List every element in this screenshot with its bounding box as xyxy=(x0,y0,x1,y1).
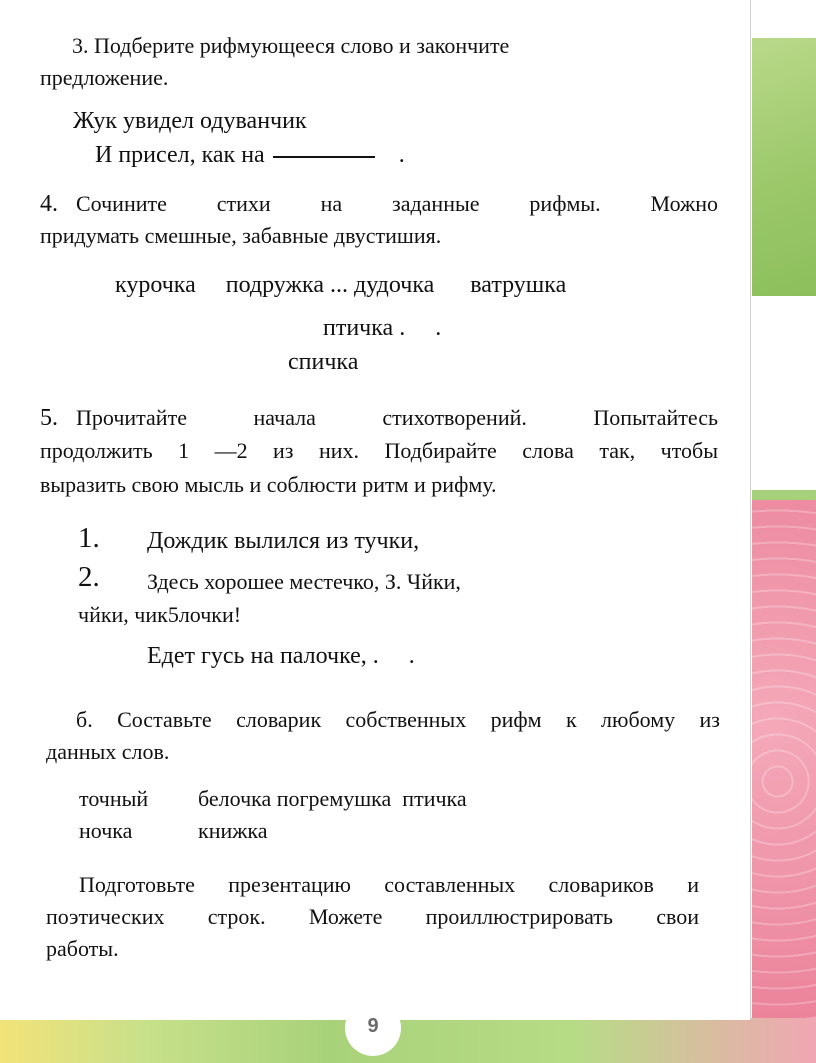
task4-number: 4. xyxy=(40,191,58,217)
words-row1-rest: белочка погремушка птичка xyxy=(198,786,467,811)
word-nochka: ночка xyxy=(79,818,133,843)
task3-line1: 3. Подберите рифмующееся слово и закончите xyxy=(72,33,510,58)
word-tochny: точный xyxy=(79,786,149,811)
decorative-pink-pattern xyxy=(752,500,816,1063)
task3-verse-line2 xyxy=(95,141,405,169)
closing-line3: работы. xyxy=(46,936,119,961)
task3-line2: предложение. xyxy=(40,65,169,90)
closing-line1: Подготовьте презентацию составленных словариков и xyxy=(79,872,699,897)
task4-line1-text: Сочините стихи на заданные рифмы. Можно xyxy=(76,191,718,216)
page-number: 9 xyxy=(345,1000,401,1056)
closing-line2: поэтических строк. Можете проиллюстрировать свои xyxy=(46,904,699,929)
task4-rhyme-row1: курочка подружка ... дудочка ватрушка xyxy=(115,272,567,298)
task5-item2-text: Здесь хорошее местечко, З. Чйки, xyxy=(147,569,461,594)
task5-line2: продолжить 1 —2 из них. Подбирайте слова так, чтобы xyxy=(40,438,718,463)
task3-verse-end: . xyxy=(398,142,405,168)
task5-item3-text: Едет гусь на палочке, . . xyxy=(147,643,415,669)
task5-item2-continuation: чйки, чик5лочки! xyxy=(78,602,242,627)
task5-line1-text: Прочитайте начала стихотворений. Попытайтесь xyxy=(76,405,718,430)
task4-line1 xyxy=(40,190,718,218)
task3-verse-start: И присел, как на xyxy=(95,142,265,168)
word-knizhka: книжка xyxy=(198,818,268,843)
task5-item1-text: Дождик вылился из тучки, xyxy=(147,528,420,554)
answer-blank[interactable] xyxy=(273,156,375,158)
task5-line1 xyxy=(40,404,718,432)
task5-number: 5. xyxy=(40,405,58,431)
task4-rhyme-row2: птичка . . xyxy=(323,315,442,341)
task4-line2: придумать смешные, забавные двустишия. xyxy=(40,223,442,248)
task4-rhyme-row3: спичка xyxy=(288,349,359,375)
task3-verse-line1: Жук увидел одуванчик xyxy=(73,108,307,134)
task6-line1: б. Составьте словарик собственных рифм к любому из xyxy=(76,707,720,732)
task5-item1-number: 1. xyxy=(78,522,100,554)
decorative-bottom-border xyxy=(0,1018,816,1063)
task5-line3: выразить свою мысль и соблюсти ритм и рифму. xyxy=(40,472,497,497)
task6-line2: данных слов. xyxy=(46,739,170,764)
task5-item2-number: 2. xyxy=(78,561,100,593)
decorative-green-leaf-top xyxy=(752,38,816,296)
